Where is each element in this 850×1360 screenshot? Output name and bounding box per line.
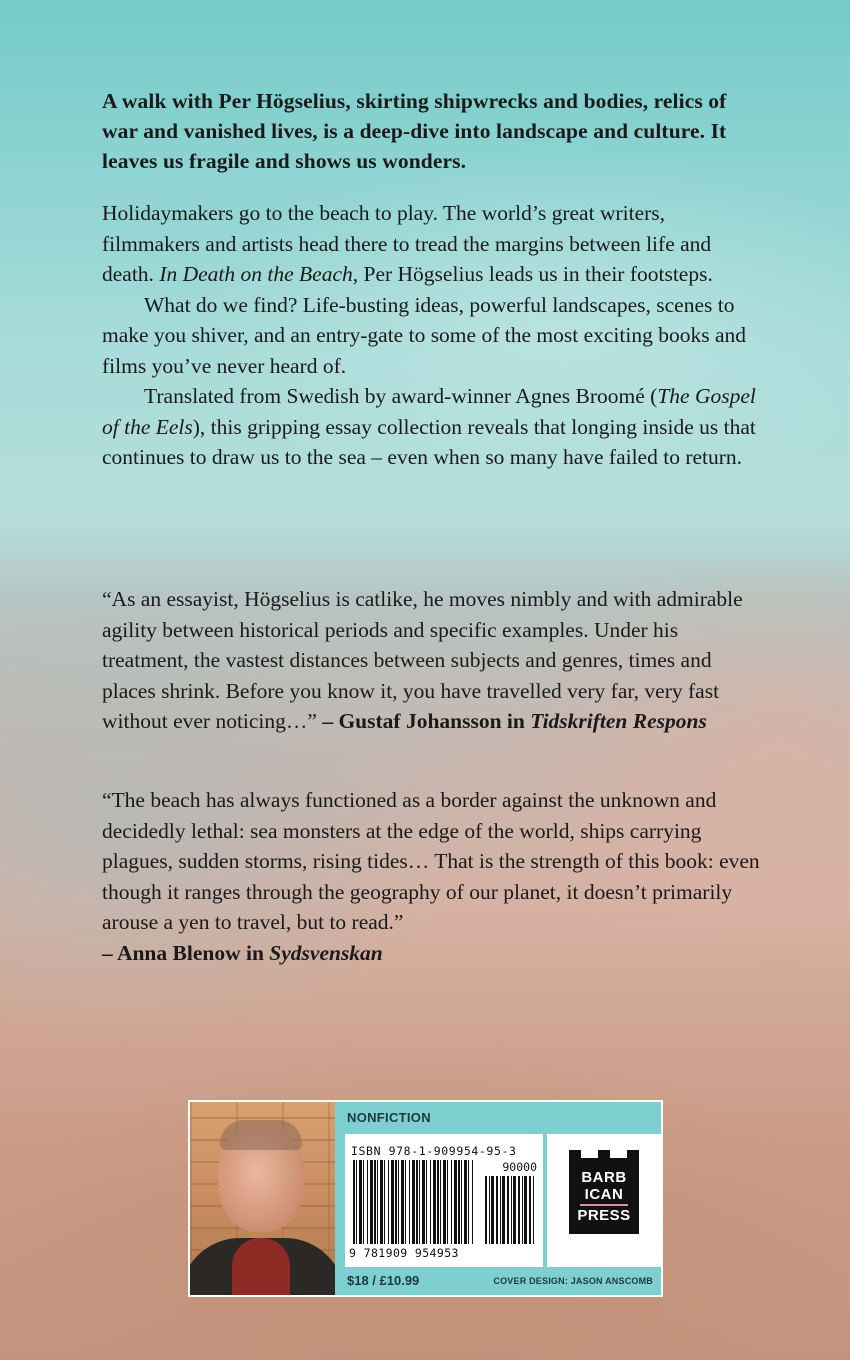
ean-digits: 9 781909 954953	[349, 1246, 459, 1260]
review-quote-1-text: “As an essayist, Högselius is catlike, he moves nimbly and with admirable agility between historical periods and specific examples. Under his treatment, the vastest distances between subjects and genres, times and places shrink. Before you know it, you have travelled very far, very fast without ever noticing…”	[102, 587, 743, 733]
barbican-press-logo	[569, 1150, 639, 1234]
synopsis	[102, 198, 762, 473]
review-quote-1-attribution	[322, 709, 707, 733]
category-label: NONFICTION	[347, 1110, 431, 1125]
synopsis-paragraph-2: What do we find? Life-busting ideas, powerful landscapes, scenes to make you shiver, and an entry-gate to some of the most exciting books and films you’ve never heard of.	[102, 292, 746, 378]
synopsis-p1-end: , Per Högselius leads us in their footsteps.	[352, 262, 713, 286]
cover-design-credit: COVER DESIGN: JASON ANSCOMB	[493, 1276, 653, 1286]
synopsis-p3-start: Translated from Swedish by award-winner Agnes Broomé (	[144, 384, 658, 408]
review-quote-1-author: – Gustaf Johansson in	[322, 709, 531, 733]
ean-barcode-bars	[353, 1160, 475, 1244]
info-panel	[335, 1102, 661, 1295]
barcode	[345, 1134, 543, 1267]
review-quote-1-source: Tidskriften Respons	[530, 709, 707, 733]
review-quote-1	[102, 584, 762, 737]
logo-line-1: BARB	[581, 1168, 627, 1186]
addon-barcode-bars	[485, 1176, 535, 1244]
logo-body	[569, 1158, 639, 1234]
publisher-logo-box	[547, 1134, 661, 1267]
logo-line-2: ICAN	[584, 1185, 624, 1203]
logo-pink-rule	[580, 1204, 628, 1206]
price-label: $18 / £10.99	[347, 1273, 420, 1288]
logo-line-3: PRESS	[577, 1206, 631, 1224]
review-quote-2	[102, 785, 762, 968]
review-quote-2-author: – Anna Blenow in	[102, 940, 270, 965]
lead-text: A walk with Per Högselius, skirting shipwrecks and bodies, relics of war and vanished lives, is a deep-dive into landscape and culture. It leaves us fragile and shows us wonders.	[102, 89, 727, 173]
review-quote-2-attribution	[102, 941, 383, 965]
synopsis-paragraph-1	[102, 198, 762, 290]
book-title: In Death on the Beach	[159, 262, 353, 286]
review-quote-2-body	[102, 785, 762, 968]
synopsis-p3-end: ), this gripping essay collection reveals that longing inside us that continues to draw us to the sea – even when so many have failed to return.	[102, 414, 756, 469]
author-hair	[220, 1120, 302, 1150]
review-quote-2-text: “The beach has always functioned as a border against the unknown and decidedly lethal: sea monsters at the edge of the world, ships carrying plagues, sudden storms, rising tides… That is the strength of this book: even though it ranges through the geography of our planet, it doesn’t primarily arouse a yen to travel, but to read.”	[102, 788, 760, 934]
isbn-text: ISBN 978-1-909954-95-3	[351, 1144, 517, 1158]
synopsis-p1-start: Holidaymakers go to the beach to play. The world’s great writers, filmmakers and artists head there to tread the margins between life and death.	[102, 201, 712, 286]
synopsis-paragraph-3	[102, 381, 762, 473]
lead-blurb	[102, 86, 762, 176]
review-quote-2-source: Sydsvenskan	[269, 940, 383, 965]
author-photo	[190, 1102, 335, 1295]
translator-book-title: The Gospel of the Eels	[102, 384, 756, 439]
price-addon-code: 90000	[502, 1160, 537, 1174]
back-cover-panel	[188, 1100, 663, 1297]
review-quote-1-body	[102, 584, 762, 737]
author-shirt	[232, 1238, 290, 1295]
